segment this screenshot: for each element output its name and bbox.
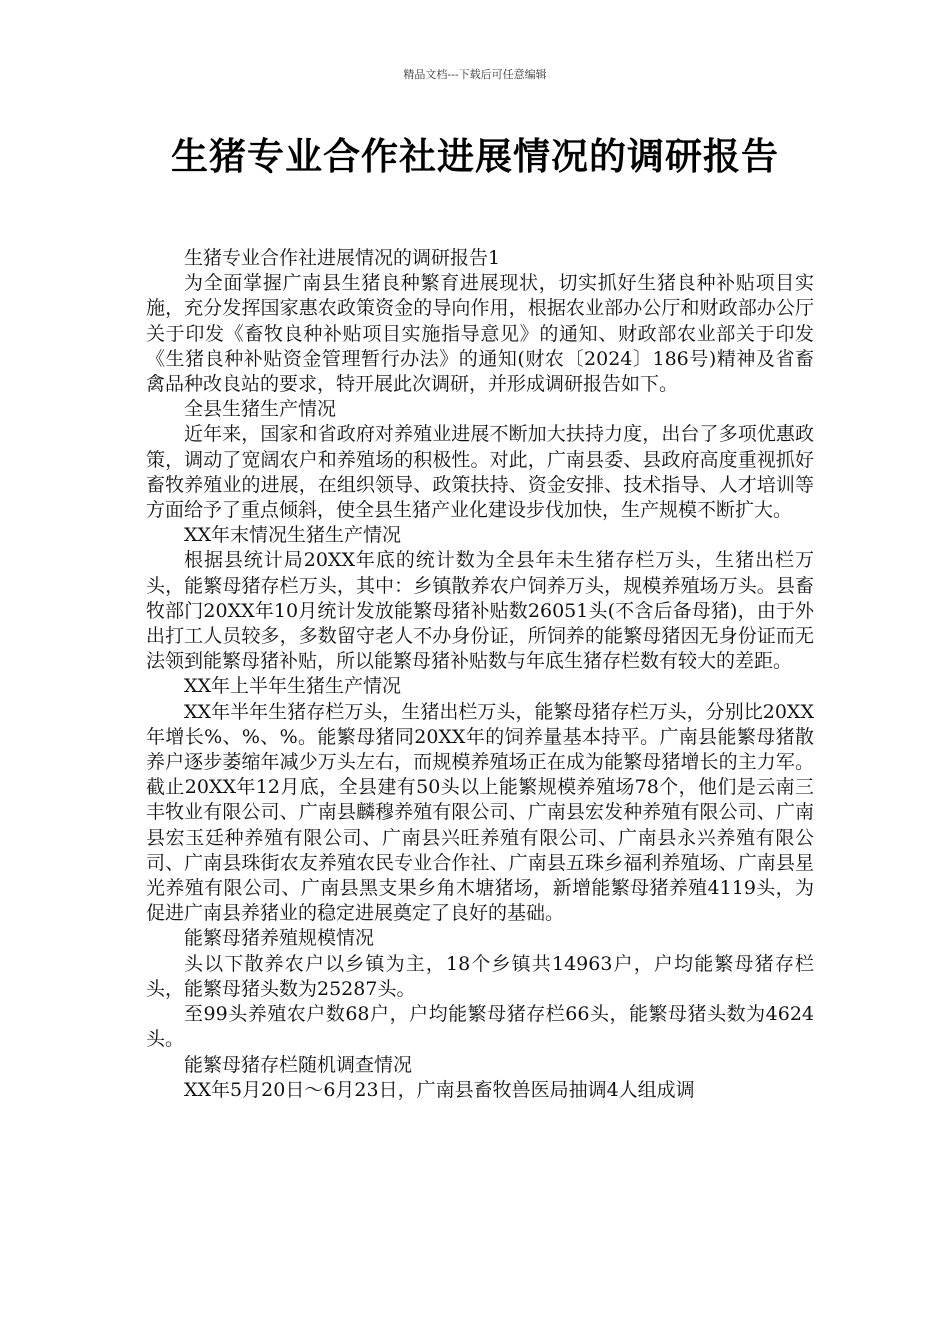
header-note: 精品文档---下载后可任意编辑 bbox=[403, 68, 547, 81]
body-paragraph: 头以下散养农户以乡镇为主，18个乡镇共14963户，户均能繁母猪存栏头，能繁母猪头数为25287头。 bbox=[146, 952, 814, 1000]
section-heading: 全县生猪生产情况 bbox=[184, 398, 337, 421]
document-title: 生猪专业合作社进展情况的调研报告 bbox=[171, 135, 779, 178]
body-paragraph: 根据县统计局20XX年底的统计数为全县年未生猪存栏万头，生猪出栏万头，能繁母猪存栏万头，其中：乡镇散养农户饲养万头，规模养殖场万头。县畜牧部门20XX年10月统计发放能繁母猪补贴数26051头(不含后备母猪)，由于外出打工人员较多，多数留守老人不办身份证，所饲养的能繁母猪因无身份证而无法领到能繁母猪补贴，所以能繁母猪补贴数与年底生猪存栏数有较大的差距。 bbox=[146, 549, 814, 673]
body-paragraph: 近年来，国家和省政府对养殖业进展不断加大扶持力度，出台了多项优惠政策，调动了宽阔农户和养殖场的积极性。对此，广南县委、县政府高度重视抓好畜牧养殖业的进展，在组织领导、政策扶持、资金安排、技术指导、人才培训等方面给予了重点倾斜，使全县生猪产业化建设步伐加快，生产规模不断扩大。 bbox=[146, 423, 814, 522]
body-paragraph: 至99头养殖农户数68户，户均能繁母猪存栏66头，能繁母猪头数为4624头。 bbox=[146, 1003, 814, 1051]
section-heading: XX年上半年生猪生产情况 bbox=[184, 675, 402, 698]
section-heading: XX年末情况生猪生产情况 bbox=[184, 524, 402, 547]
body-paragraph: XX年5月20日～6月23日，广南县畜牧兽医局抽调4人组成调 bbox=[184, 1078, 695, 1101]
section-heading: 能繁母猪养殖规模情况 bbox=[184, 927, 375, 950]
section-heading: 能繁母猪存栏随机调查情况 bbox=[184, 1053, 413, 1076]
document-body bbox=[146, 246, 814, 1103]
body-paragraph: 为全面掌握广南县生猪良种繁育进展现状，切实抓好生猪良种补贴项目实施，充分发挥国家惠农政策资金的导向作用，根据农业部办公厅和财政部办公厅关于印发《畜牧良种补贴项目实施指导意见》的通知、财政部农业部关于印发《生猪良种补贴资金管理暂行办法》的通知(财农〔2024〕186号)精神及省畜禽品种改良站的要求，特开展此次调研，并形成调研报告如下。 bbox=[146, 272, 814, 396]
section-heading: 生猪专业合作社进展情况的调研报告1 bbox=[184, 247, 501, 269]
body-paragraph: XX年半年生猪存栏万头，生猪出栏万头，能繁母猪存栏万头，分别比20XX年增长%、%、%。能繁母猪同20XX年的饲养量基本持平。广南县能繁母猪散养户逐步萎缩年减少万头左右，而规模养殖场正在成为能繁母猪增长的主力军。截止20XX年12月底，全县建有50头以上能繁规模养殖场78个，他们是云南三丰牧业有限公司、广南县麟穆养殖有限公司、广南县宏发种养殖有限公司、广南县宏玉廷种养殖有限公司、广南县兴旺养殖有限公司、广南县永兴养殖有限公司、广南县珠街农友养殖农民专业合作社、广南县五珠乡福利养殖场、广南县星光养殖有限公司、广南县黑支果乡角木塘猪场，新增能繁母猪养殖4119头，为促进广南县养猪业的稳定进展奠定了良好的基础。 bbox=[146, 700, 814, 925]
